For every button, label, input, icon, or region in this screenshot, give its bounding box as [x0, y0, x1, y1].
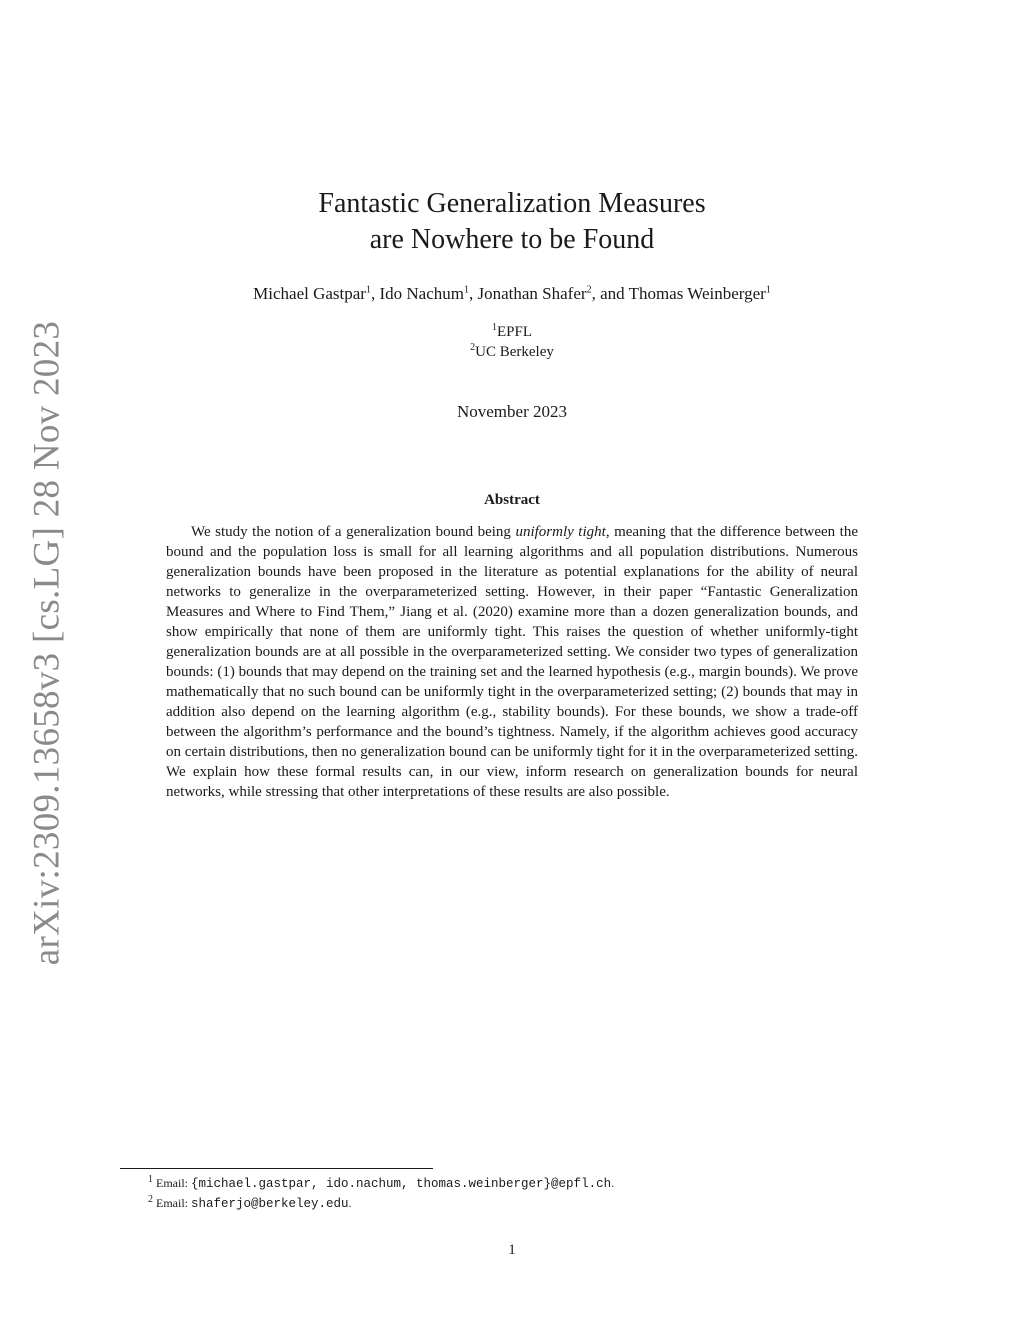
author-list — [0, 282, 1024, 306]
affiliation-name: EPFL — [496, 324, 532, 340]
author-name: Thomas Weinberger — [628, 284, 766, 303]
affiliation-mark: 1 — [491, 322, 497, 333]
author-affiliation-mark: 1 — [365, 284, 371, 296]
author-affiliation-mark: 1 — [464, 284, 469, 296]
abstract-emphasis: uniformly tight — [515, 524, 606, 540]
page-number: 1 — [508, 1242, 516, 1258]
author-separator: , — [370, 284, 380, 303]
paper-title — [0, 186, 1024, 258]
affiliation-name: UC Berkeley — [475, 344, 554, 360]
footnote-epfl-emails — [148, 1174, 908, 1194]
abstract-text-rest: , meaning that the difference between the bound and the population loss is small for all learning algorithms and all population distributions. Numerous generalization bounds have been proposed in the literature as potential explanations for the ability of neural networks to generalize in the overparameterized setting. However, in their paper “Fantastic Generalization Measures and Where to Find Them,” Jiang et al. (2020) examine more than a dozen generalization bounds, and show empirically that none of them are uniformly tight. This raises the question of whether uniformly-tight generalization bounds are at all possible in the overparameterized setting. We consider two types of generalization bounds: (1) bounds that may depend on the training set and the learned hypothesis (e.g., margin bounds). We prove mathematically that no such bound can be uniformly tight in the overparameterized setting; (2) bounds that may in addition also depend on the learning algorithm (e.g., stability bounds). For these bounds, we show a trade-off between the algorithm’s performance and the bound’s tightness. Namely, if the algorithm achieves good accuracy on certain distributions, then no generalization bound can be uniformly tight for it in the overparameterized setting. We explain how these formal results can, in our view, inform research on generalization bounds for neural networks, while stressing that other interpretations of these results are also possible. — [166, 524, 858, 800]
footnote-label: Email: — [156, 1196, 191, 1210]
author-separator: , — [469, 284, 478, 303]
abstract-body — [166, 522, 858, 802]
author-name: Michael Gastpar — [253, 284, 366, 303]
footnote-email-address[interactable]: shaferjo@berkeley.edu — [191, 1197, 349, 1211]
abstract-heading: Abstract — [484, 492, 540, 508]
arxiv-identifier-stamp: arXiv:2309.13658v3 [cs.LG] 28 Nov 2023 — [26, 320, 68, 966]
abstract-text-start: We study the notion of a generalization bound being — [191, 524, 516, 540]
author-name: Jonathan Shafer — [477, 284, 587, 303]
footnote-label: Email: — [156, 1176, 191, 1190]
paper-title-line-1: Fantastic Generalization Measures — [318, 188, 706, 219]
affiliation-mark: 2 — [470, 342, 476, 353]
affiliation-uc-berkeley — [0, 342, 1024, 362]
affiliation-epfl — [0, 322, 1024, 342]
footnote-divider — [120, 1168, 433, 1169]
author-affiliation-mark: 1 — [765, 284, 771, 296]
footnotes — [148, 1174, 908, 1214]
author-separator: , and — [591, 284, 629, 303]
publication-date: November 2023 — [456, 402, 567, 421]
abstract-paragraph — [166, 522, 858, 802]
footnote-berkeley-email — [148, 1194, 908, 1214]
author-affiliation-mark: 2 — [586, 284, 592, 296]
footnote-end: . — [348, 1196, 352, 1210]
paper-title-line-2: are Nowhere to be Found — [369, 224, 655, 255]
affiliation-list — [0, 322, 1024, 362]
footnote-email-address[interactable]: {michael.gastpar, ido.nachum, thomas.weinberger}@epfl.ch — [191, 1177, 612, 1191]
author-name: Ido Nachum — [379, 284, 464, 303]
footnote-end: . — [611, 1176, 615, 1190]
footnote-mark: 1 — [148, 1174, 153, 1185]
footnote-mark: 2 — [148, 1194, 153, 1205]
